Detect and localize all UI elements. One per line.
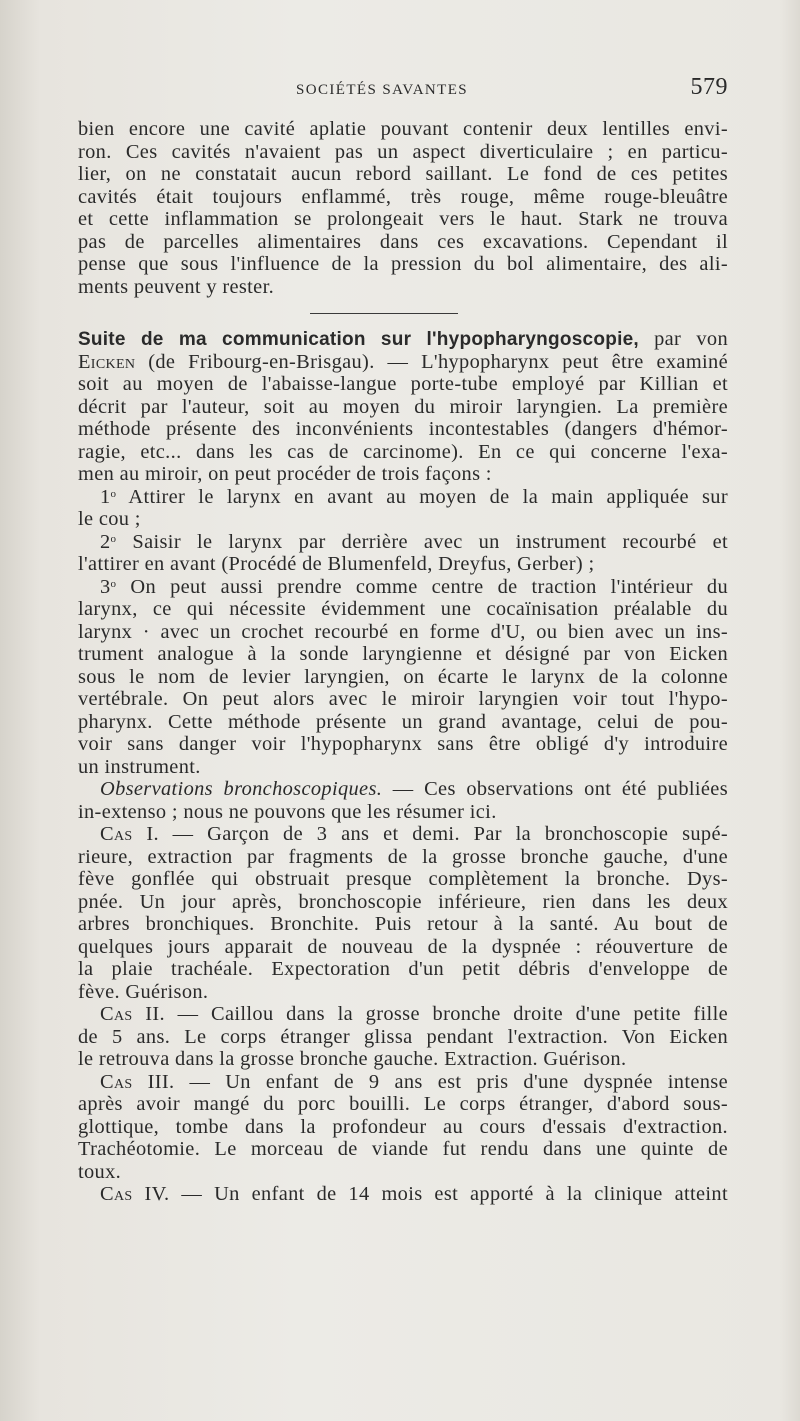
text-line: bien encore une cavité aplatie pouvant contenir deux lentilles envi- <box>78 118 728 140</box>
text-line: pas de parcelles alimentaires dans ces excavations. Cependant il <box>78 230 728 253</box>
text-line <box>78 486 728 509</box>
text-line: la plaie trachéale. Expectoration d'un petit débris d'enveloppe de <box>78 958 728 980</box>
text-line <box>78 576 728 599</box>
text-line: toux. <box>78 1160 122 1183</box>
text-line: un instrument. <box>78 755 201 778</box>
text-line <box>78 351 728 374</box>
method-item-2 <box>78 531 728 576</box>
text-fragment: On peut aussi prendre comme centre de traction l'intérieur du <box>116 575 728 598</box>
text-line: fève gonflée qui obstruait presque complètement la bronche. Dys- <box>78 868 728 890</box>
text-line: arbres bronchiques. Bronchite. Puis retour à la santé. Au bout de <box>78 913 728 935</box>
page-header <box>78 76 728 106</box>
text-line <box>78 1003 728 1026</box>
text-fragment: Saisir le larynx par derrière avec un instrument recourbé et <box>116 530 728 553</box>
method-item-1 <box>78 486 728 531</box>
author-name: Eicken <box>78 350 136 373</box>
text-line: de 5 ans. Le corps étranger glissa pendant l'extraction. Von Eicken <box>78 1025 728 1048</box>
text-line: in-extenso ; nous ne pouvons que les résumer ici. <box>78 800 497 823</box>
text-line: le cou ; <box>78 508 141 530</box>
case-number: IV. <box>132 1183 170 1205</box>
text-line: larynx · avec un crochet recourbé en forme d'U, ou bien avec un ins- <box>78 620 728 643</box>
text-fragment: Attirer le larynx en avant au moyen de la main appliquée sur <box>116 485 728 508</box>
text-line: glottique, tombe dans la profondeur au cours d'essais d'extraction. <box>78 1115 728 1138</box>
ordinal-mark: o <box>110 577 117 590</box>
text-fragment: (de Fribourg-en-Brisgau). — L'hypopharynx peut être examiné <box>135 350 728 373</box>
page-number: 579 <box>690 74 728 100</box>
text-line: après avoir mangé du porc bouilli. Le corps étranger, d'abord sous- <box>78 1093 728 1115</box>
case-1 <box>78 823 728 1003</box>
case-label: Cas <box>100 823 133 845</box>
text-fragment: — Un enfant de 14 mois est apporté à la clinique atteint <box>169 1183 728 1205</box>
text-fragment: — Garçon de 3 ans et demi. Par la bronchoscopie supé- <box>158 823 728 845</box>
text-line: et cette inflammation se prolongeait vers le haut. Stark ne trouva <box>78 208 728 230</box>
observations-title: Observations bronchoscopiques. <box>100 778 383 800</box>
case-label: Cas <box>100 1070 133 1093</box>
text-line: méthode présente des inconvénients incontestables (dangers d'hémor- <box>78 418 728 440</box>
section-divider <box>310 313 458 314</box>
text-line: pharynx. Cette méthode présente un grand avantage, celui de pou- <box>78 710 728 733</box>
text-line: ragie, etc... dans les cas de carcinome). En ce qui concerne l'exa- <box>78 440 728 463</box>
section-title: Suite de ma communication sur l'hypopharyngoscopie, <box>78 329 639 350</box>
ordinal-mark: o <box>110 532 117 545</box>
text-line: l'attirer en avant (Procédé de Blumenfeld, Dreyfus, Gerber) ; <box>78 553 595 575</box>
text-fragment: — Ces observations ont été publiées <box>382 778 728 800</box>
text-line: ron. Ces cavités n'avaient pas un aspect diverticulaire ; en particu- <box>78 140 728 163</box>
text-line: soit au moyen de l'abaisse-langue porte-tube employé par Killian et <box>78 373 728 395</box>
text-fragment: — Caillou dans la grosse bronche droite d'une petite fille <box>164 1003 728 1025</box>
text-line <box>78 778 728 801</box>
text-line: rieure, extraction par fragments de la grosse bronche gauche, d'une <box>78 845 728 868</box>
text-line: voir sans danger voir l'hypopharynx sans être obligé d'y introduire <box>78 733 728 755</box>
text-line: lier, on ne constatait aucun rebord saillant. Le fond de ces petites <box>78 163 728 185</box>
page-body <box>78 118 728 1206</box>
ordinal-mark: o <box>110 487 117 500</box>
text-line: vertébrale. On peut alors avec le miroir laryngien voir tout l'hypo- <box>78 688 728 710</box>
text-line: décrit par l'auteur, soit au moyen du miroir laryngien. La première <box>78 395 728 418</box>
case-label: Cas <box>100 1003 133 1025</box>
item-number: 1 <box>100 485 111 508</box>
text-line: Trachéotomie. Le morceau de viande fut rendu dans une quinte de <box>78 1138 728 1160</box>
section-heading-line <box>78 328 728 351</box>
item-number: 3 <box>100 575 111 598</box>
item-number: 2 <box>100 530 111 553</box>
observations-intro <box>78 778 728 823</box>
text-line <box>78 531 728 554</box>
case-number: III. <box>132 1070 175 1093</box>
method-item-3 <box>78 576 728 779</box>
text-line: fève. Guérison. <box>78 980 209 1003</box>
text-line: quelques jours apparait de nouveau de la dyspnée : réouverture de <box>78 935 728 958</box>
text-line: ments peuvent y rester. <box>78 275 275 298</box>
case-4 <box>78 1183 728 1206</box>
author-prefix: par von <box>638 328 728 350</box>
text-line: sous le nom de levier laryngien, on écarte le larynx de la colonne <box>78 665 728 688</box>
text-line <box>78 1183 728 1206</box>
text-line: larynx, ce qui nécessite évidemment une cocaïnisation préalable du <box>78 598 728 620</box>
text-line: cavités était toujours enflammé, très rouge, même rouge-bleuâtre <box>78 185 728 208</box>
case-number: II. <box>132 1003 165 1025</box>
section-hypopharyngoscopie <box>78 328 728 486</box>
text-fragment: — Un enfant de 9 ans est pris d'une dyspnée intense <box>174 1070 728 1093</box>
text-line: pnée. Un jour après, bronchoscopie inférieure, rien dans les deux <box>78 890 728 913</box>
text-line <box>78 823 728 846</box>
paragraph-stark <box>78 118 728 298</box>
case-2 <box>78 1003 728 1071</box>
text-line: trument analogue à la sonde laryngienne et désigné par von Eicken <box>78 643 728 665</box>
text-line: le retrouva dans la grosse bronche gauche. Extraction. Guérison. <box>78 1048 627 1070</box>
case-3 <box>78 1071 728 1184</box>
text-line: men au miroir, on peut procéder de trois façons : <box>78 463 492 485</box>
case-label: Cas <box>100 1183 133 1205</box>
case-number: I. <box>132 823 159 845</box>
running-head: SOCIÉTÉS SAVANTES <box>296 82 469 98</box>
text-line <box>78 1071 728 1094</box>
text-line: pense que sous l'influence de la pression du bol alimentaire, des ali- <box>78 253 728 275</box>
